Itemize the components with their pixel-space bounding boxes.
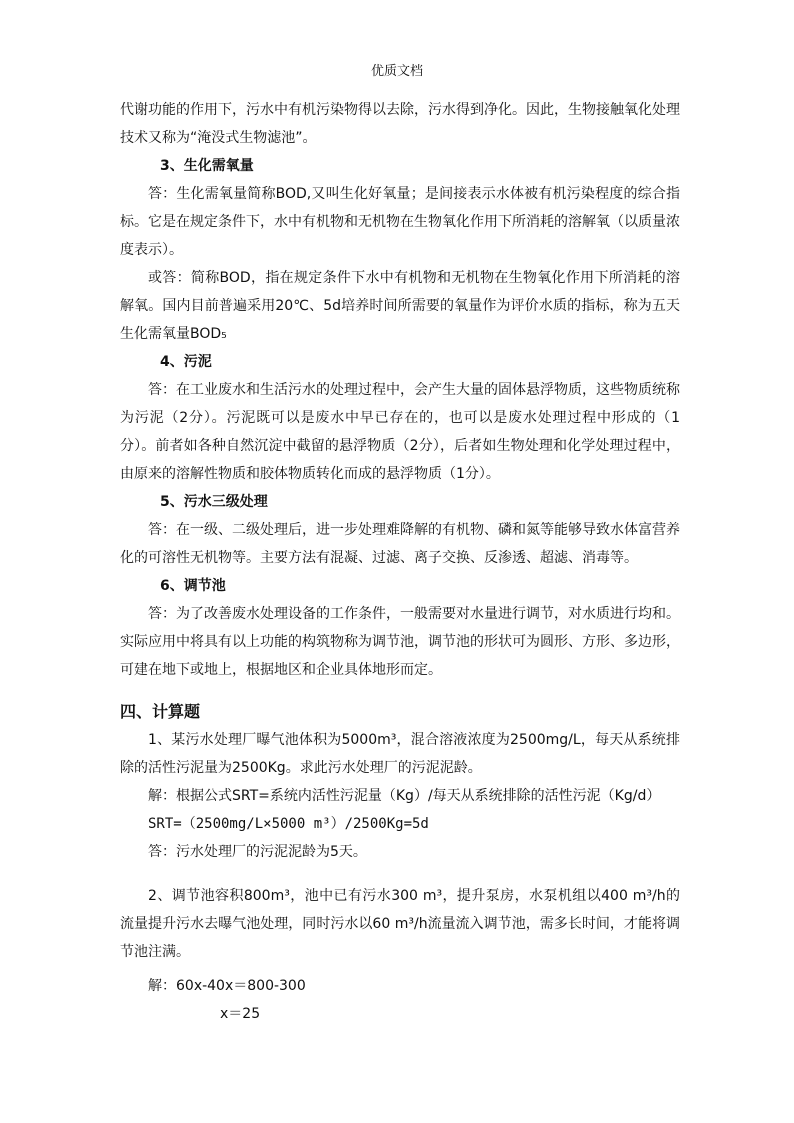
answer-equalization-tank: 答：为了改善废水处理设备的工作条件，一般需要对水量进行调节，对水质进行均和。实际应用中将具有以上功能的构筑物称为调节池，调节池的形状可为圆形、方形、多边形，可建在地下或地上，根据地区和企业具体地形而定。 <box>120 606 680 678</box>
question-2-solution-result: x＝25 <box>220 1006 261 1022</box>
heading-bod: 3、生化需氧量 <box>160 158 254 174</box>
question-2: 2、调节池容积800m³，池中已有污水300 m³，提升泵房，水泵机组以400 m³/h的流量提升污水去曝气池处理，同时污水以60 m³/h流量流入调节池，需多长时间，才能将调节池注满。 <box>120 888 680 960</box>
heading-tertiary-treatment: 5、污水三级处理 <box>160 494 268 510</box>
heading-sludge: 4、污泥 <box>160 354 212 370</box>
answer-bod: 答：生化需氧量简称BOD,又叫生化好氧量；是间接表示水体被有机污染程度的综合指标。它是在规定条件下，水中有机物和无机物在生物氧化作用下所消耗的溶解氧（以质量浓度表示）。 <box>120 186 680 258</box>
page-header-title: 优质文档 <box>370 64 423 79</box>
question-2-solution-equation: 解：60x-40x＝800-300 <box>148 978 306 994</box>
heading-equalization-tank: 6、调节池 <box>160 578 226 594</box>
question-1-solution-formula: 解：根据公式SRT=系统内活性污泥量（Kg）/每天从系统排除的活性污泥（Kg/d） <box>148 788 661 804</box>
question-1-answer: 答：污水处理厂的污泥泥龄为5天。 <box>148 844 367 860</box>
paragraph-continuation: 代谢功能的作用下，污水中有机污染物得以去除，污水得到净化。因此，生物接触氧化处理技术又称为“淹没式生物滤池”。 <box>120 102 680 146</box>
question-1-text: 1、某污水处理厂曝气池体积为5000m³，混合溶液浓度为2500mg/L，每天从系统排除的活性污泥量为2500Kg。求此污水处理厂的污泥泥龄。 <box>120 732 680 776</box>
answer-bod-alt: 或答：简称BOD，指在规定条件下水中有机物和无机物在生物氧化作用下所消耗的溶解氧。国内目前普遍采用20℃、5d培养时间所需要的氧量作为评价水质的指标，称为五天生化需氧量BOD₅ <box>120 270 680 342</box>
answer-tertiary-treatment: 答：在一级、二级处理后，进一步处理难降解的有机物、磷和氮等能够导致水体富营养化的可溶性无机物等。主要方法有混凝、过滤、离子交换、反渗透、超滤、消毒等。 <box>120 522 680 566</box>
answer-sludge: 答：在工业废水和生活污水的处理过程中，会产生大量的固体悬浮物质，这些物质统称为污泥（2分）。污泥既可以是废水中早已存在的，也可以是废水处理过程中形成的（1分）。前者如各种自然沉淀中截留的悬浮物质（2分），后者如生物处理和化学处理过程中，由原来的溶解性物质和胶体物质转化而成的悬浮物质（1分）。 <box>120 382 680 482</box>
section-title-calculation: 四、计算题 <box>120 702 201 721</box>
question-1-solution-calc: SRT=（2500mg/L×5000 m³）/2500Kg=5d <box>148 816 429 832</box>
question-1 <box>120 726 680 782</box>
document-body <box>120 96 680 1028</box>
